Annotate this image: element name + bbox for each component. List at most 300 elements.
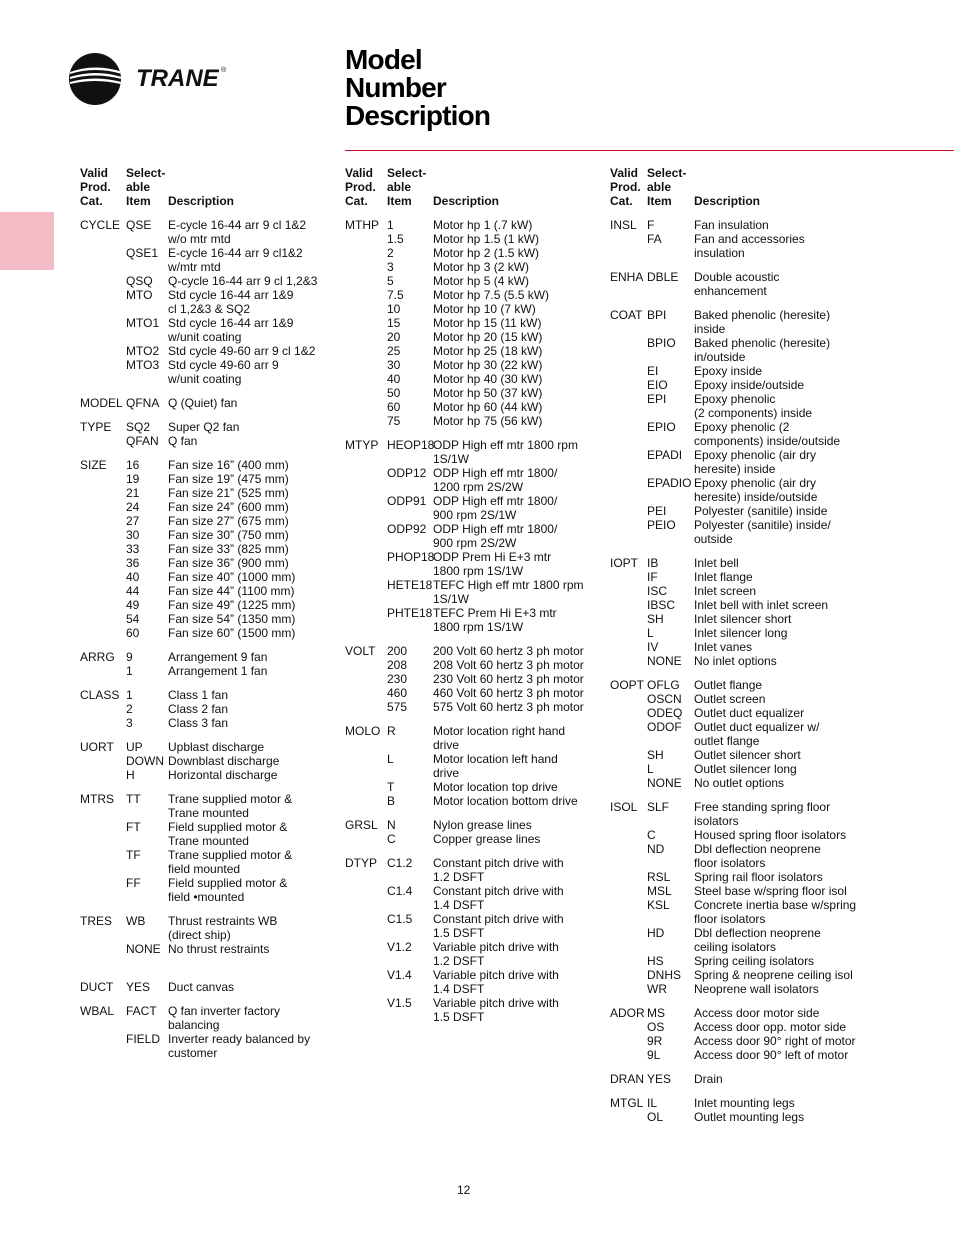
- category-code: [345, 400, 387, 414]
- item-code: T: [387, 780, 395, 794]
- table-row: [345, 386, 603, 400]
- title-line: Number: [345, 72, 446, 103]
- category-group: [610, 1072, 869, 1086]
- table-row: [80, 274, 328, 288]
- table-row: [80, 980, 328, 994]
- category-code: [80, 472, 126, 486]
- category-code: DUCT: [80, 980, 114, 994]
- trane-logo: [68, 52, 238, 106]
- table-row: [80, 876, 328, 904]
- table-row: [80, 500, 328, 514]
- category-code: ARRG: [80, 650, 115, 664]
- item-description: Fan size 60” (1500 mm): [168, 626, 296, 640]
- item-description: Inlet silencer short: [694, 612, 792, 626]
- table-row: [80, 740, 328, 754]
- item-code: 33: [126, 542, 140, 556]
- table-row: [610, 420, 869, 448]
- category-code: [345, 522, 387, 550]
- item-code: L: [647, 626, 654, 640]
- category-code: ISOL: [610, 800, 638, 814]
- item-code: 3: [126, 716, 133, 730]
- item-code: PEI: [647, 504, 667, 518]
- item-description: Trane supplied motor & Trane mounted: [168, 792, 293, 820]
- table-row: [345, 794, 603, 808]
- item-code: MTO3: [126, 358, 160, 372]
- title-line: Model: [345, 44, 422, 75]
- table-row: [80, 768, 328, 782]
- item-code: TF: [126, 848, 141, 862]
- item-description: Motor hp 40 (30 kW): [433, 372, 543, 386]
- category-group: [80, 688, 328, 730]
- item-code: TT: [126, 792, 141, 806]
- table-row: [610, 1006, 869, 1020]
- category-group: [80, 740, 328, 782]
- item-code: 208: [387, 658, 408, 672]
- item-code: HS: [647, 954, 664, 968]
- item-description: Outlet silencer long: [694, 762, 797, 776]
- category-code: [345, 274, 387, 288]
- category-group: [610, 556, 869, 668]
- category-code: [610, 476, 647, 504]
- item-code: 7.5: [387, 288, 404, 302]
- item-description: E-cycle 16-44 arr 9 cl 1&2 w/o mtr mtd: [168, 218, 307, 246]
- item-description: Fan insulation: [694, 218, 769, 232]
- table-row: [80, 358, 328, 386]
- item-code: IB: [647, 556, 659, 570]
- table-row: [345, 494, 603, 522]
- item-code: 36: [126, 556, 140, 570]
- category-group: [80, 458, 328, 640]
- table-row: [345, 414, 603, 428]
- item-description: Inlet bell with inlet screen: [694, 598, 829, 612]
- item-description: Class 2 fan: [168, 702, 229, 716]
- table-row: [80, 598, 328, 612]
- item-code: WB: [126, 914, 146, 928]
- category-code: [80, 542, 126, 556]
- category-code: GRSL: [345, 818, 378, 832]
- item-code: C1.4: [387, 884, 413, 898]
- table-row: [80, 528, 328, 542]
- category-code: [610, 828, 647, 842]
- item-code: 9L: [647, 1048, 661, 1062]
- item-description: Access door motor side: [694, 1006, 820, 1020]
- item-code: SH: [647, 748, 664, 762]
- category-code: IOPT: [610, 556, 639, 570]
- table-row: [610, 504, 869, 518]
- category-code: [80, 246, 126, 274]
- category-code: MTGL: [610, 1096, 644, 1110]
- item-description: Access door opp. motor side: [694, 1020, 847, 1034]
- item-code: MS: [647, 1006, 665, 1020]
- category-code: [610, 336, 647, 364]
- category-code: [345, 752, 387, 780]
- category-group: [345, 218, 603, 428]
- category-code: [345, 578, 387, 606]
- category-code: [345, 940, 387, 968]
- table-row: [80, 486, 328, 500]
- item-description: Outlet duct equalizer: [694, 706, 805, 720]
- item-code: C1.2: [387, 856, 413, 870]
- column-3: [610, 166, 869, 1134]
- category-code: [610, 884, 647, 898]
- item-code: SQ2: [126, 420, 151, 434]
- item-description: Motor location left hand drive: [433, 752, 558, 780]
- category-code: [610, 1020, 647, 1034]
- table-row: [610, 218, 869, 232]
- category-code: [610, 748, 647, 762]
- item-description: Access door 90° left of motor: [694, 1048, 849, 1062]
- category-code: VOLT: [345, 644, 376, 658]
- page-number: 12: [457, 1183, 471, 1197]
- category-code: [345, 912, 387, 940]
- item-code: FT: [126, 820, 141, 834]
- column-header: [345, 166, 603, 208]
- item-code: 1: [126, 664, 133, 678]
- item-description: Downblast discharge: [168, 754, 280, 768]
- category-code: [80, 716, 126, 730]
- table-row: [345, 968, 603, 996]
- table-row: [345, 752, 603, 780]
- item-code: V1.4: [387, 968, 412, 982]
- table-row: [345, 780, 603, 794]
- item-code: L: [647, 762, 654, 776]
- item-code: ODP12: [387, 466, 427, 480]
- item-description: Epoxy inside/outside: [694, 378, 805, 392]
- item-code: V1.2: [387, 940, 412, 954]
- item-description: Fan size 16” (400 mm): [168, 458, 289, 472]
- table-row: [80, 246, 328, 274]
- item-description: 200 Volt 60 hertz 3 ph motor: [433, 644, 584, 658]
- table-row: [345, 912, 603, 940]
- table-row: [80, 792, 328, 820]
- category-group: [80, 1004, 328, 1060]
- category-code: [345, 658, 387, 672]
- table-row: [610, 842, 869, 870]
- table-row: [80, 570, 328, 584]
- table-row: [345, 438, 603, 466]
- table-row: [610, 364, 869, 378]
- item-code: 1.5: [387, 232, 404, 246]
- item-code: 27: [126, 514, 140, 528]
- category-code: [80, 500, 126, 514]
- header-desc: Description: [433, 194, 500, 208]
- item-description: Fan size 19” (475 mm): [168, 472, 289, 486]
- item-code: F: [647, 218, 655, 232]
- item-code: 575: [387, 700, 408, 714]
- table-row: [610, 1072, 869, 1086]
- item-code: 49: [126, 598, 140, 612]
- table-row: [345, 288, 603, 302]
- category-group: [80, 792, 328, 904]
- item-description: Epoxy phenolic (2 components) inside: [694, 392, 813, 420]
- category-group: [80, 650, 328, 678]
- category-code: [610, 1048, 647, 1062]
- item-description: Std cycle 16-44 arr 1&9 cl 1,2&3 & SQ2: [168, 288, 294, 316]
- item-code: FACT: [126, 1004, 157, 1018]
- table-row: [610, 982, 869, 996]
- item-code: 15: [387, 316, 401, 330]
- table-row: [610, 308, 869, 336]
- item-description: Housed spring floor isolators: [694, 828, 847, 842]
- category-code: [80, 358, 126, 386]
- category-group: [610, 1096, 869, 1124]
- item-code: MTO1: [126, 316, 160, 330]
- category-code: [610, 378, 647, 392]
- table-row: [345, 724, 603, 752]
- table-row: [345, 818, 603, 832]
- category-code: WBAL: [80, 1004, 115, 1018]
- table-row: [80, 942, 328, 956]
- item-description: Q fan: [168, 434, 198, 448]
- item-code: PHTE18: [387, 606, 433, 620]
- item-description: Motor hp 75 (56 kW): [433, 414, 543, 428]
- item-code: 25: [387, 344, 401, 358]
- item-code: V1.5: [387, 996, 412, 1010]
- item-description: ODP High eff mtr 1800/ 1200 rpm 2S/2W: [433, 466, 558, 494]
- header-cat: Valid Prod. Cat.: [610, 166, 641, 208]
- table-row: [80, 472, 328, 486]
- item-description: Class 3 fan: [168, 716, 229, 730]
- category-code: [345, 260, 387, 274]
- item-code: N: [387, 818, 396, 832]
- table-row: [610, 1020, 869, 1034]
- category-code: SIZE: [80, 458, 107, 472]
- item-description: No thrust restraints: [168, 942, 270, 956]
- item-description: Dbl deflection neoprene floor isolators: [694, 842, 821, 870]
- table-row: [610, 556, 869, 570]
- category-code: UORT: [80, 740, 114, 754]
- category-code: [345, 302, 387, 316]
- table-row: [80, 914, 328, 942]
- table-row: [345, 316, 603, 330]
- item-code: HETE18: [387, 578, 433, 592]
- table-row: [345, 658, 603, 672]
- table-row: [80, 664, 328, 678]
- item-description: Concrete inertia base w/spring floor isolators: [694, 898, 857, 926]
- item-description: Spring & neoprene ceiling isol: [694, 968, 853, 982]
- category-code: [345, 344, 387, 358]
- category-code: [80, 820, 126, 848]
- table-row: [610, 692, 869, 706]
- item-description: Epoxy phenolic (2 components) inside/outside: [694, 420, 841, 448]
- table-row: [80, 1032, 328, 1060]
- category-code: [80, 584, 126, 598]
- table-row: [80, 396, 328, 410]
- category-code: [610, 968, 647, 982]
- table-row: [610, 898, 869, 926]
- category-code: [610, 954, 647, 968]
- item-description: Class 1 fan: [168, 688, 229, 702]
- item-description: No outlet options: [694, 776, 785, 790]
- item-code: 44: [126, 584, 140, 598]
- item-code: OFLG: [647, 678, 680, 692]
- category-code: [80, 768, 126, 782]
- category-code: CLASS: [80, 688, 120, 702]
- table-row: [80, 556, 328, 570]
- category-code: [345, 358, 387, 372]
- item-code: MSL: [647, 884, 672, 898]
- item-description: Fan size 27” (675 mm): [168, 514, 289, 528]
- item-code: ODOF: [647, 720, 682, 734]
- category-group: [345, 818, 603, 846]
- table-row: [610, 762, 869, 776]
- table-row: [610, 720, 869, 748]
- item-code: 1: [387, 218, 394, 232]
- item-code: EPI: [647, 392, 667, 406]
- category-code: [80, 626, 126, 640]
- item-code: 3: [387, 260, 394, 274]
- page-title: [345, 46, 490, 130]
- item-description: Motor hp 1 (.7 kW): [433, 218, 533, 232]
- item-description: Super Q2 fan: [168, 420, 240, 434]
- category-code: [80, 570, 126, 584]
- item-description: Motor hp 3 (2 kW): [433, 260, 530, 274]
- item-code: H: [126, 768, 135, 782]
- table-row: [610, 1096, 869, 1110]
- column-2: [345, 166, 603, 1034]
- category-code: [610, 926, 647, 954]
- item-description: Baked phenolic (heresite) inside: [694, 308, 831, 336]
- item-code: EPADI: [647, 448, 683, 462]
- brand-text: TRANE: [136, 65, 219, 92]
- item-description: Constant pitch drive with 1.4 DSFT: [433, 884, 564, 912]
- item-description: Fan and accessories insulation: [694, 232, 805, 260]
- item-code: HEOP18: [387, 438, 435, 452]
- category-code: [610, 518, 647, 546]
- category-code: [345, 246, 387, 260]
- item-description: Inlet screen: [694, 584, 757, 598]
- item-code: 460: [387, 686, 408, 700]
- category-code: [610, 612, 647, 626]
- category-code: [345, 780, 387, 794]
- category-group: [610, 678, 869, 790]
- table-row: [345, 330, 603, 344]
- table-row: [345, 260, 603, 274]
- category-code: [80, 598, 126, 612]
- table-row: [345, 372, 603, 386]
- item-code: ISC: [647, 584, 668, 598]
- item-code: 30: [126, 528, 140, 542]
- table-row: [345, 344, 603, 358]
- category-code: [610, 392, 647, 420]
- item-description: Epoxy phenolic (air dry heresite) inside: [694, 448, 817, 476]
- category-code: [610, 842, 647, 870]
- item-code: EI: [647, 364, 659, 378]
- item-description: Q-cycle 16-44 arr 9 cl 1,2&3: [168, 274, 318, 288]
- table-row: [610, 626, 869, 640]
- item-code: FIELD: [126, 1032, 161, 1046]
- table-row: [610, 448, 869, 476]
- category-code: [345, 884, 387, 912]
- item-code: PHOP18: [387, 550, 435, 564]
- table-row: [610, 270, 869, 298]
- item-description: Arrangement 1 fan: [168, 664, 268, 678]
- category-code: [610, 598, 647, 612]
- category-code: [610, 364, 647, 378]
- category-group: [345, 724, 603, 808]
- category-code: [80, 942, 126, 956]
- item-description: 575 Volt 60 hertz 3 ph motor: [433, 700, 584, 714]
- item-description: Access door 90° right of motor: [694, 1034, 856, 1048]
- category-code: [610, 1034, 647, 1048]
- item-description: Baked phenolic (heresite) in/outside: [694, 336, 831, 364]
- item-code: KSL: [647, 898, 670, 912]
- category-code: DTYP: [345, 856, 378, 870]
- item-description: Motor hp 25 (18 kW): [433, 344, 543, 358]
- item-description: Dbl deflection neoprene ceiling isolators: [694, 926, 821, 954]
- table-row: [80, 688, 328, 702]
- item-description: Copper grease lines: [433, 832, 541, 846]
- table-row: [610, 378, 869, 392]
- category-code: MODEL: [80, 396, 123, 410]
- category-code: [610, 584, 647, 598]
- item-description: Motor hp 50 (37 kW): [433, 386, 543, 400]
- table-row: [610, 870, 869, 884]
- table-row: [80, 514, 328, 528]
- item-description: Free standing spring floor isolators: [694, 800, 831, 828]
- category-code: [80, 274, 126, 288]
- table-row: [610, 518, 869, 546]
- table-row: [80, 626, 328, 640]
- item-code: QSE1: [126, 246, 159, 260]
- category-code: [345, 372, 387, 386]
- item-description: Motor location bottom drive: [433, 794, 578, 808]
- category-code: [345, 686, 387, 700]
- table-row: [345, 700, 603, 714]
- item-description: Outlet flange: [694, 678, 763, 692]
- table-row: [345, 218, 603, 232]
- category-code: MTHP: [345, 218, 379, 232]
- category-group: [345, 644, 603, 714]
- item-description: Inlet mounting legs: [694, 1096, 795, 1110]
- table-row: [80, 716, 328, 730]
- item-code: NONE: [647, 654, 682, 668]
- item-description: Duct canvas: [168, 980, 235, 994]
- item-description: ODP High eff mtr 1800 rpm 1S/1W: [433, 438, 578, 466]
- item-code: 40: [126, 570, 140, 584]
- item-description: Motor hp 2 (1.5 kW): [433, 246, 540, 260]
- category-code: MOLO: [345, 724, 381, 738]
- item-description: Q (Quiet) fan: [168, 396, 238, 410]
- category-code: [345, 316, 387, 330]
- category-code: [610, 654, 647, 668]
- item-description: Neoprene wall isolators: [694, 982, 819, 996]
- category-code: [345, 832, 387, 846]
- category-code: [345, 330, 387, 344]
- category-code: [345, 996, 387, 1024]
- item-description: ODP Prem Hi E+3 mtr 1800 rpm 1S/1W: [433, 550, 552, 578]
- category-group: [80, 914, 328, 956]
- category-code: [345, 700, 387, 714]
- category-code: [610, 504, 647, 518]
- item-description: Constant pitch drive with 1.2 DSFT: [433, 856, 564, 884]
- category-code: [345, 672, 387, 686]
- table-row: [610, 1034, 869, 1048]
- table-row: [345, 672, 603, 686]
- table-row: [345, 522, 603, 550]
- category-code: [80, 434, 126, 448]
- title-rule: [345, 150, 954, 151]
- item-description: Fan size 44” (1100 mm): [168, 584, 295, 598]
- item-description: Inlet bell: [694, 556, 739, 570]
- item-description: Steel base w/spring floor isol: [694, 884, 847, 898]
- category-code: [80, 344, 126, 358]
- item-description: Motor location top drive: [433, 780, 558, 794]
- category-code: INSL: [610, 218, 637, 232]
- item-code: EIO: [647, 378, 668, 392]
- item-code: RSL: [647, 870, 671, 884]
- category-code: CYCLE: [80, 218, 121, 232]
